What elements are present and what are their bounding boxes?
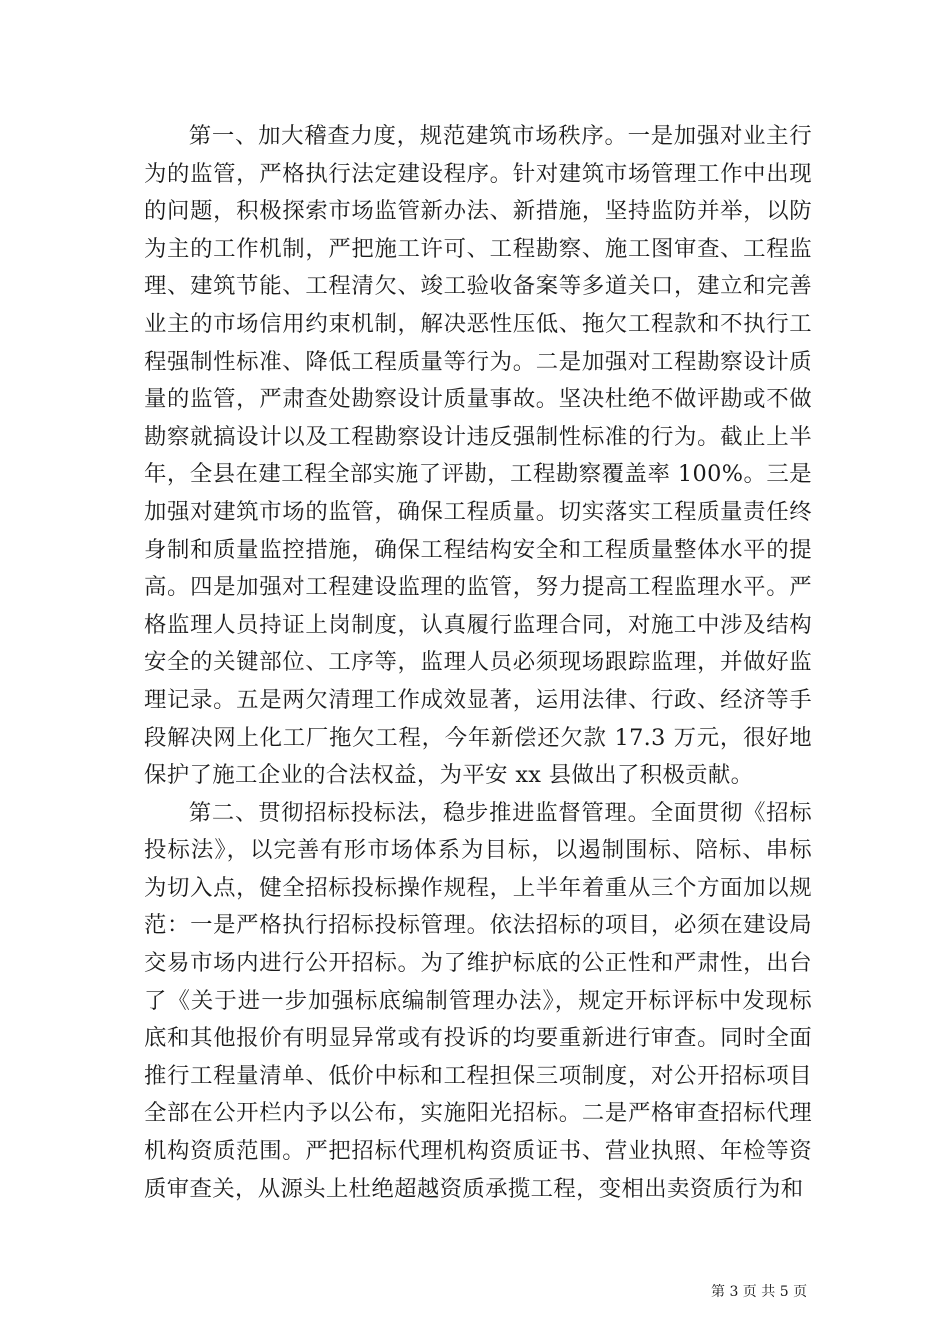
paragraph-2: 第二、贯彻招标投标法，稳步推进监督管理。全面贯彻《招标投标法》，以完善有形市场体系为目标，以遏制围标、陪标、串标为切入点，健全招标投标操作规程，上半年着重从三个方面加以规范：一是严格执行招标投标管理。依法招标的项目，必须在建设局交易市场内进行公开招标。为了维护标底的公正性和严肃性，出台了《关于进一步加强标底编制管理办法》，规定开标评标中发现标底和其他报价有明显异常或有投诉的均要重新进行审查。同时全面推行工程量清单、低价中标和工程担保三项制度，对公开招标项目全部在公开栏内予以公布，实施阳光招标。二是严格审查招标代理机构资质范围。严把招标代理机构资质证书、营业执照、年检等资质审查关，从源头上杜绝超越资质承揽工程，变相出卖资质行为和 bbox=[144, 799, 812, 1202]
document-body bbox=[144, 118, 812, 1208]
page-number-footer: 第 3 页 共 5 页 bbox=[711, 1284, 808, 1300]
paragraph-1: 第一、加大稽查力度，规范建筑市场秩序。一是加强对业主行为的监管，严格执行法定建设程序。针对建筑市场管理工作中出现的问题，积极探索市场监管新办法、新措施，坚持监防并举，以防为主的工作机制，严把施工许可、工程勘察、施工图审查、工程监理、建筑节能、工程清欠、竣工验收备案等多道关口，建立和完善业主的市场信用约束机制，解决恶性压低、拖欠工程款和不执行工程强制性标准、降低工程质量等行为。二是加强对工程勘察设计质量的监管，严肃查处勘察设计质量事故。坚决杜绝不做评勘或不做勘察就搞设计以及工程勘察设计违反强制性标准的行为。截止上半年，全县在建工程全部实施了评勘，工程勘察覆盖率 100%。三是加强对建筑市场的监管，确保工程质量。切实落实工程质量责任终身制和质量监控措施，确保工程结构安全和工程质量整体水平的提高。四是加强对工程建设监理的监管，努力提高工程监理水平。严格监理人员持证上岗制度，认真履行监理合同，对施工中涉及结构安全的关键部位、工序等，监理人员必须现场跟踪监理，并做好监理记录。五是两欠清理工作成效显著，运用法律、行政、经济等手段解决网上化工厂拖欠工程，今年新偿还欠款 17.3 万元，很好地保护了施工企业的合法权益，为平安 xx 县做出了积极贡献。 bbox=[144, 123, 812, 789]
